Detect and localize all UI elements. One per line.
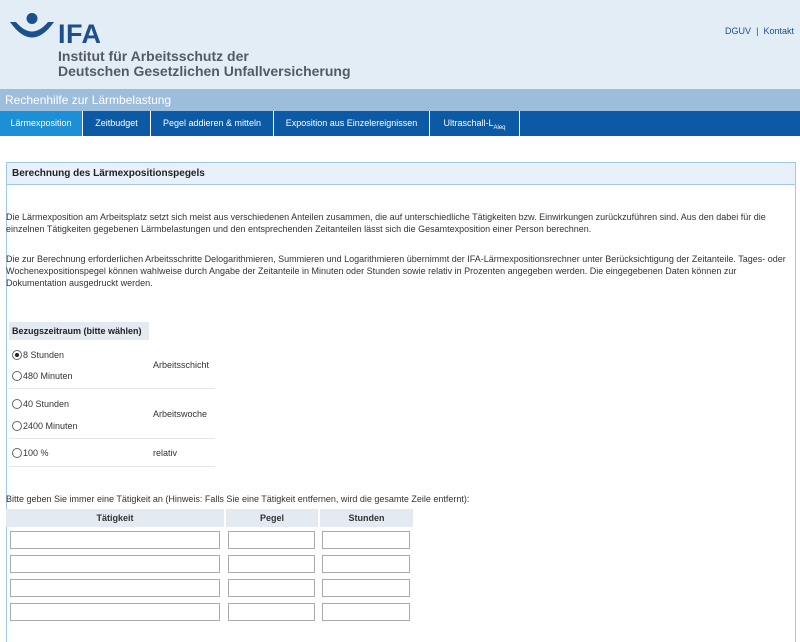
main-nav-tabs: [0, 111, 800, 136]
intro-paragraph-1: Die Lärmexposition am Arbeitsplatz setzt sich meist aus verschiedenen Anteilen zusammen, die auf unterschiedliche Tätigkeiten bzw. Einwirkungen zurückzuführen sind. Aus den dabei für die einzelnen Tätigkeiten gegebenen Lärmbelastungen und den entsprechenden Zeitanteilen lässt sich die Gesamtexposition einer Person berechnen.: [6, 212, 766, 234]
stunden-input-1[interactable]: [322, 531, 410, 549]
option-8-stunden[interactable]: 8 Stunden: [12, 349, 64, 361]
divider: [9, 438, 215, 439]
org-name-line1: Institut für Arbeitsschutz der: [58, 48, 249, 64]
taetigkeit-input-3[interactable]: [10, 579, 220, 597]
option-100-prozent[interactable]: 100 %: [12, 447, 49, 459]
logo-text: IFA: [58, 19, 102, 49]
column-header-stunden: Stunden: [320, 509, 413, 527]
radio-100-prozent[interactable]: [12, 448, 22, 458]
dguv-link[interactable]: DGUV: [725, 26, 752, 36]
intro-paragraph-2: Die zur Berechnung erforderlichen Arbeitsschritte Delogarithmieren, Summieren und Logarithmieren übernimmt der IFA-Lärmexpositionsrechner unter Berücksichtigung der Zeitanteile. Tages- oder Wochenexpositionspegel können wahlweise durch Angabe der Zeitanteile in Minuten oder Stunden sowie relativ in Prozenten angegeben werden. Die eingegebenen Daten können zur Dokumentation ausgedruckt werden.: [6, 254, 786, 288]
ifa-logo-icon[interactable]: [10, 13, 54, 45]
tab-exposition-einzelereignisse[interactable]: Exposition aus Einzelereignissen: [274, 111, 430, 136]
bezugszeitraum-label: Bezugszeitraum (bitte wählen): [9, 322, 149, 340]
link-separator: |: [756, 26, 759, 36]
org-name-line2: Deutschen Gesetzlichen Unfallversicherung: [58, 63, 351, 79]
tab-pegel-addieren[interactable]: Pegel addieren & mitteln: [151, 111, 274, 136]
option-480-minuten[interactable]: 480 Minuten: [12, 370, 73, 382]
tab-zeitbudget[interactable]: Zeitbudget: [83, 111, 151, 136]
column-header-pegel: Pegel: [226, 509, 318, 527]
taetigkeit-input-4[interactable]: [10, 603, 220, 621]
option-40-stunden[interactable]: 40 Stunden: [12, 398, 69, 410]
radio-2400-minuten[interactable]: [12, 421, 22, 431]
table-hint: Bitte geben Sie immer eine Tätigkeit an (Hinweis: Falls Sie eine Tätigkeit entfernen, wird die gesamte Zeile entfernt):: [6, 494, 470, 504]
divider: [9, 466, 215, 467]
group-label-arbeitsschicht: Arbeitsschicht: [153, 360, 210, 370]
tab-laermexposition[interactable]: Lärmexposition: [0, 111, 83, 136]
stunden-input-2[interactable]: [322, 555, 410, 573]
radio-8-stunden[interactable]: [12, 350, 22, 360]
pegel-input-4[interactable]: [228, 603, 315, 621]
pegel-input-2[interactable]: [228, 555, 315, 573]
radio-480-minuten[interactable]: [12, 371, 22, 381]
stunden-input-4[interactable]: [322, 603, 410, 621]
group-label-arbeitswoche: Arbeitswoche: [153, 409, 208, 419]
divider: [9, 388, 215, 389]
pegel-input-1[interactable]: [228, 531, 315, 549]
top-links: [725, 26, 794, 36]
group-label-relativ: relativ: [153, 448, 178, 458]
taetigkeit-input-1[interactable]: [10, 531, 220, 549]
column-header-taetigkeit: Tätigkeit: [6, 509, 224, 527]
section-title: Berechnung des Lärmexpositionspegels: [7, 163, 795, 185]
taetigkeit-input-2[interactable]: [10, 555, 220, 573]
option-2400-minuten[interactable]: 2400 Minuten: [12, 420, 78, 432]
kontakt-link[interactable]: Kontakt: [763, 26, 794, 36]
radio-40-stunden[interactable]: [12, 399, 22, 409]
site-header: [0, 0, 800, 89]
tab-ultraschall[interactable]: Ultraschall-$L_{Aleq}$: [430, 111, 520, 136]
stunden-input-3[interactable]: [322, 579, 410, 597]
app-title-bar: Rechenhilfe zur Lärmbelastung: [0, 89, 800, 111]
pegel-input-3[interactable]: [228, 579, 315, 597]
